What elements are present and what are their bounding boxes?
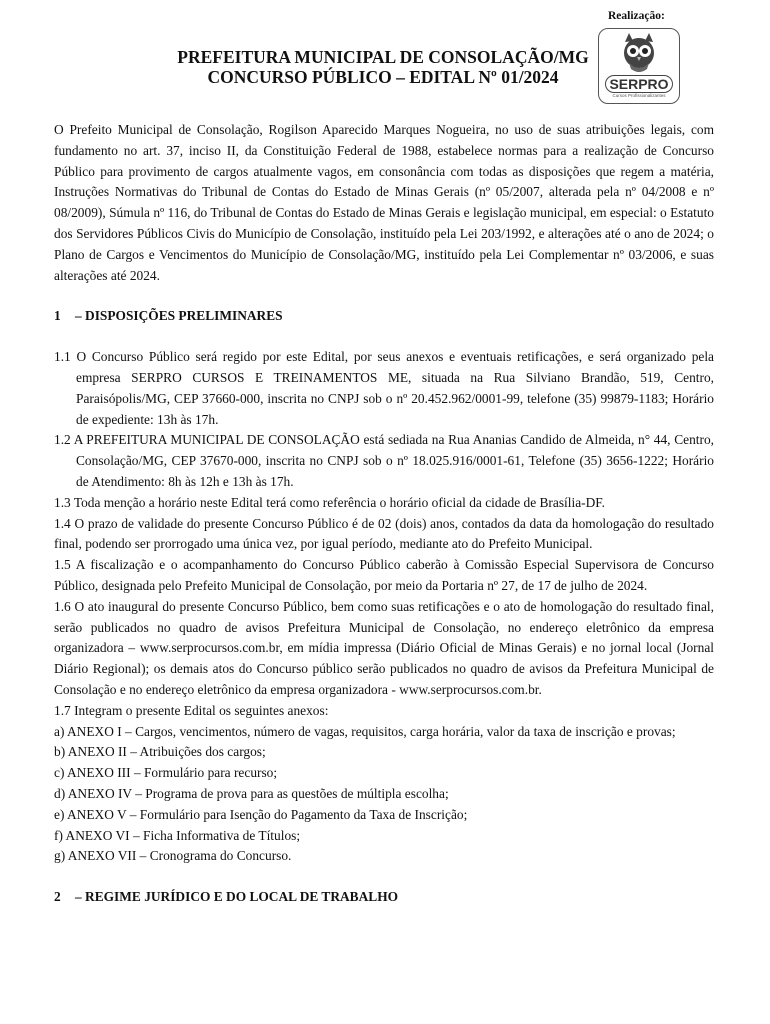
item-1-5: 1.5 A fiscalização e o acompanhamento do Concurso Público caberão à Comissão Especial Supervisora de Concurso Público, designada pelo Prefeito Municipal de Consolação, por meio da Portaria nº 27, de 17 de julho de 2024. xyxy=(54,557,714,593)
item-1-1: 1.1 O Concurso Público será regido por este Edital, por seus anexos e eventuais retificações, e será organizado pela empresa SERPRO CURSOS E TREINAMENTOS ME, situada na Rua Silviano Brandão, 519, Centro, Paraisópolis/MG, CEP 37660-000, inscrita no CNPJ sob o nº 20.452.962/0001-99, telefone (35) 99879-1183; Horário de expediente: 13h às 17h. xyxy=(54,349,714,427)
annex-d: d) ANEXO IV – Programa de prova para as questões de múltipla escolha; xyxy=(54,785,449,801)
section-1-heading xyxy=(54,306,714,327)
item-1-2: 1.2 A PREFEITURA MUNICIPAL DE CONSOLAÇÃO está sediada na Rua Ananias Candido de Almeida, n° 44, Centro, Consolação/MG, CEP 37670-000, inscrita no CNPJ sob o nº 18.025.916/0001-61, Telefone (35) 3656-1222; Horário de Atendimento: 8h às 12h e 13h às 17h. xyxy=(54,432,714,489)
realizacao-label: Realização: xyxy=(608,10,665,22)
document-body xyxy=(54,120,714,928)
section-2-heading xyxy=(54,887,714,908)
annex-e: e) ANEXO V – Formulário para Isenção do Pagamento da Taxa de Inscrição; xyxy=(54,806,468,822)
item-1-7: 1.7 Integram o presente Edital os seguintes anexos: xyxy=(54,702,329,718)
logo-name: SERPRO xyxy=(609,76,669,92)
item-1-3: 1.3 Toda menção a horário neste Edital terá como referência o horário oficial da cidade de Brasília-DF. xyxy=(54,494,605,510)
item-1-4: 1.4 O prazo de validade do presente Concurso Público é de 02 (dois) anos, contados da data da homologação do resultado final, podendo ser prorrogado uma única vez, por igual período, mediante ato do Prefeito Municipal. xyxy=(54,515,714,552)
title-line-1: PREFEITURA MUNICIPAL DE CONSOLAÇÃO/MG xyxy=(177,47,589,67)
document-title xyxy=(100,47,666,87)
annex-g: g) ANEXO VII – Cronograma do Concurso. xyxy=(54,848,292,864)
title-line-2: CONCURSO PÚBLICO – EDITAL Nº 01/2024 xyxy=(207,67,559,87)
section-2-title: – REGIME JURÍDICO E DO LOCAL DE TRABALHO xyxy=(75,889,399,905)
item-1-6: 1.6 O ato inaugural do presente Concurso Público, bem como suas retificações e o ato de homologação do resultado final, serão publicados no quadro de avisos Prefeitura Municipal de Consolação, no endereço eletrônico da empresa organizadora – www.serprocursos.com.br, em mídia impressa (Diário Oficial de Minas Gerais) e no jornal local (Jornal Diário Regional); os demais atos do Concurso público serão publicados no quadro de avisos da Prefeitura Municipal de Consolação e no endereço eletrônico da empresa organizadora - www.serprocursos.com.br. xyxy=(54,598,714,697)
intro-paragraph: O Prefeito Municipal de Consolação, Rogilson Aparecido Marques Nogueira, no uso de suas atribuições legais, com fundamento no art. 37, inciso II, da Constituição Federal de 1988, estabelece normas para a realização de Concurso Público para provimento de cargos atualmente vagos, em consonância com todas as disposições que regem a matéria, Instruções Normativas do Tribunal de Contas do Estado de Minas Gerais (nº 05/2007, alterada pela nº 04/2008 e nº 08/2009), Súmula nº 116, do Tribunal de Contas do Estado de Minas Gerais e legislação municipal, em especial: o Estatuto dos Servidores Públicos Civis do Município de Consolação, instituído pela Lei 203/1992, e alterações até o ano de 2024; o Plano de Cargos e Vencimentos do Município de Consolação/MG, instituído pela Lei Complementar nº 03/2006, e suas alterações até 2024. xyxy=(54,122,714,283)
annex-c: c) ANEXO III – Formulário para recurso; xyxy=(54,765,278,781)
section-1-number: 1 xyxy=(54,308,61,324)
annex-f: f) ANEXO VI – Ficha Informativa de Títulos; xyxy=(54,827,301,843)
annex-b: b) ANEXO II – Atribuições dos cargos; xyxy=(54,744,266,760)
section-1-title: – DISPOSIÇÕES PRELIMINARES xyxy=(75,308,283,324)
annex-a: a) ANEXO I – Cargos, vencimentos, número de vagas, requisitos, carga horária, valor da taxa de inscrição e provas; xyxy=(54,723,676,739)
logo-tagline: Cursos Profissionalizantes xyxy=(612,93,666,98)
section-2-number: 2 xyxy=(54,889,61,905)
